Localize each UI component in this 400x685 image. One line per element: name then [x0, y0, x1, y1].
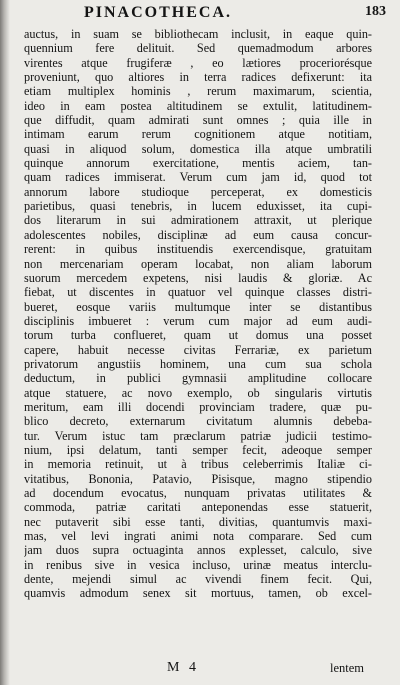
text-line: auctus, in suam se bibliothecam inclusit, in eaque quin- — [24, 27, 372, 41]
text-line: atque statuere, ac novo exemplo, ob singularis virtutis — [24, 385, 372, 400]
catchword: lentem — [329, 661, 364, 675]
text-line: nium, ipsi delatum, tanti semper fecit, adeoque semper — [24, 442, 372, 457]
gutter-shadow — [0, 0, 10, 685]
text-line: tur. Verum istuc tam præclarum patriæ judicii testimo- — [24, 428, 372, 443]
text-line: non mercenariam operam locabat, non aliam laborum — [24, 256, 372, 271]
page-number: 183 — [365, 4, 386, 19]
text-line: annorum labore studioque perceperat, ex domesticis — [24, 184, 372, 199]
text-line: privatorum angustiis hominem, una cum sua schola — [24, 356, 372, 371]
text-line: mas, vel levi ingrati animi nota comparare. Sed cum — [24, 529, 372, 544]
text-line: torum turba conflueret, quam ut domus una posset — [24, 328, 372, 343]
text-line: quam radices immiserat. Verum cum jam id, quod tot — [24, 170, 372, 185]
page-footer — [24, 660, 372, 680]
text-line: meritum, eam illi docendi provinciam tradere, quæ pu- — [24, 399, 372, 414]
text-line: intimam earum rerum cognitionem atque notitiam, — [24, 127, 372, 142]
text-line: deductum, in publici gymnasii amplitudine collocare — [24, 371, 372, 386]
text-line: in renibus sive in vesica incluso, urinæ meatus interclu- — [24, 557, 372, 572]
text-line: commoda, patriæ caritati anteponendas esse statuerit, — [24, 500, 372, 515]
text-line: quamvis admodum senex sit mortuus, tamen, ob excel- — [24, 586, 372, 601]
text-line: jam duos supra octuaginta annos explesset, calculo, sive — [24, 543, 372, 558]
text-line: blico decreto, externarum civitatum alumnis debeba- — [24, 414, 372, 429]
text-line: adolescentes nobiles, disciplinæ ad eum causa concur- — [24, 227, 372, 242]
signature-mark: M 4 — [167, 660, 199, 675]
text-line: proveniunt, quo altiores in terra radices defixerunt: ita — [24, 70, 372, 85]
text-line: ad docendum evocatus, nunquam privatas utilitates & — [24, 486, 372, 500]
text-line: bueret, eosque variis multumque inter se distantibus — [24, 299, 372, 314]
text-line: suorum mercedem expetens, nisi laudis & gloriæ. Ac — [24, 270, 372, 285]
text-line: dente, mejendi simul ac vivendi finem fecit. Qui, — [24, 572, 372, 587]
text-line: vitatibus, Bononia, Patavio, Pisisque, magno stipendio — [24, 471, 372, 486]
text-line: in memoria retinuit, ut à tribus celeberrimis Italiæ ci- — [24, 457, 372, 472]
text-line: ideo in eam postea altitudinem se extulit, latitudinem- — [24, 98, 372, 113]
running-head: PINACOTHECA. — [84, 4, 233, 21]
text-line: virentes atque frugiferæ , eo lætiores proceriorésque — [24, 55, 372, 70]
text-line: que diffudit, quam admirati sunt omnes ; quia ille in — [24, 113, 372, 128]
text-line: nec putaverit sibi esse tanti, divitias, quantumvis maxi- — [24, 514, 372, 529]
text-line: rerent: in quibus instituendis exercendisque, gratuitam — [24, 242, 372, 257]
text-line: parietibus, quasi tenebris, in lucem eduxisset, ita cupi- — [24, 199, 372, 214]
text-line: quinque annorum exercitatione, mentis aciem, tan- — [24, 156, 372, 171]
body-text — [24, 27, 372, 601]
text-line: fiebat, ut discentes in quatuor vel quinque classes distri- — [24, 285, 372, 300]
text-line: quennium fere delituit. Sed quemadmodum arbores — [24, 41, 372, 56]
text-line: etiam multiplex hominis , rerum maximarum, scientia, — [24, 84, 372, 99]
text-line: dos literarum in sui admirationem attraxit, ut plerique — [24, 213, 372, 228]
text-line: disciplinis imbueret : verum cum major ad eum audi- — [24, 313, 372, 328]
text-line: quasi in aliquod solum, domestica illa atque umbratili — [24, 141, 372, 156]
text-line: capere, habuit necesse civitas Ferrariæ, ex parietum — [24, 342, 372, 357]
page-header — [84, 4, 386, 28]
